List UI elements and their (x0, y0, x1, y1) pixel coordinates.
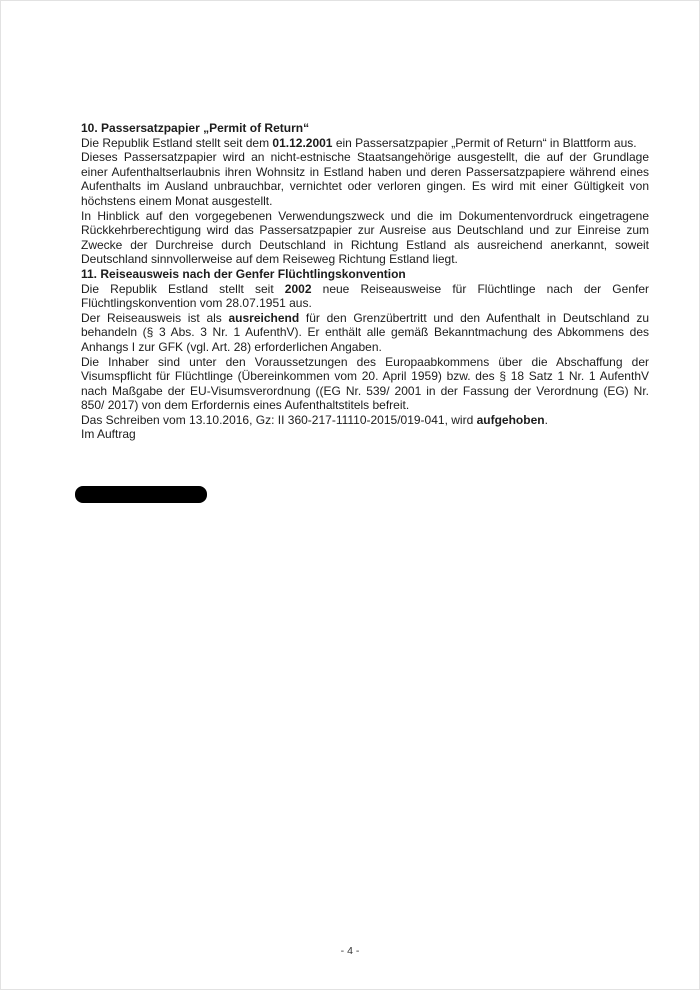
paragraph-text: neue Reiseausweise für Flüchtlinge nach der Genfer Flüchtlingskonvention vom 28.07.1951 aus. (81, 281, 649, 311)
section-10-heading: 10. Passersatzpapier „Permit of Return“ (81, 121, 310, 135)
paragraph-text: Die Republik Estland stellt seit dem (81, 135, 273, 150)
section-11-paragraph-2 (81, 311, 649, 355)
document-content (81, 121, 649, 503)
section-11-heading: 11. Reiseausweis nach der Genfer Flüchtlingskonvention (81, 266, 406, 281)
paragraph-text: Das Schreiben vom 13.10.2016, Gz: II 360-217-11110-2015/019-041, wird (81, 412, 477, 427)
section-10-paragraph-2: Dieses Passersatzpapier wird an nicht-estnische Staatsangehörige ausgestellt, die auf der Grundlage einer Aufenthaltserlaubnis ihren Wohnsitz in Estland haben und deren Passersatzpapiere während eines Aufenthalts im Ausland unbrauchbar, vernichtet oder verloren gingen. Es wird mit einer Gültigkeit von höchstens einem Monat ausgestellt. (81, 150, 649, 208)
paragraph-text: Die Republik Estland stellt seit (81, 281, 285, 296)
bold-year: 2002 (284, 281, 312, 296)
section-10-paragraph-3: In Hinblick auf den vorgegebenen Verwendungszweck und die im Dokumentenvordruck eingetragene Rückkehrberechtigung wird das Passersatzpapier zur Ausreise aus Deutschland und zur Einreise zum Zwecke der Durchreise durch Deutschland in Richtung Estland als ausreichend anerkannt, soweit Deutschland sinnvollerweise auf dem Reiseweg Richtung Estland liegt. (81, 208, 649, 267)
im-auftrag-line: Im Auftrag (81, 427, 136, 442)
bold-aufgehoben: aufgehoben (476, 412, 545, 427)
page-number-footer: - 4 - (340, 945, 360, 958)
section-11-paragraph-1 (81, 282, 649, 311)
paragraph-text: . (544, 412, 548, 427)
section-10-paragraph-1 (81, 136, 649, 151)
section-11-paragraph-3: Die Inhaber sind unter den Voraussetzungen des Europaabkommens über die Abschaffung der Visumspflicht für Flüchtlinge (Übereinkommen vom 20. April 1959) bzw. des § 18 Satz 1 Nr. 1 AufenthV nach Maßgabe der EU-Visumsverordnung ((EG Nr. 539/ 2001 in der Fassung der Verordnung (EG) Nr. 850/ 2017) von dem Erfordernis eines Aufenthaltstitels befreit. (81, 354, 649, 413)
signature-redaction-bar (75, 486, 207, 503)
paragraph-text: für den Grenzübertritt und den Aufenthalt in Deutschland zu behandeln (§ 3 Abs. 3 Nr. 1 AufenthV). Er enthält alle gemäß Bekanntmachung des Abkommens des Anhangs I zur GFK (vgl. Art. 28) erforderlichen Angaben. (81, 310, 649, 354)
paragraph-text: ein Passersatzpapier „Permit of Return“ in Blattform aus. (332, 135, 637, 150)
bold-ausreichend: ausreichend (228, 310, 300, 325)
closing-paragraph (81, 413, 649, 428)
paragraph-text: Der Reiseausweis ist als (81, 310, 229, 325)
bold-date: 01.12.2001 (272, 135, 333, 150)
